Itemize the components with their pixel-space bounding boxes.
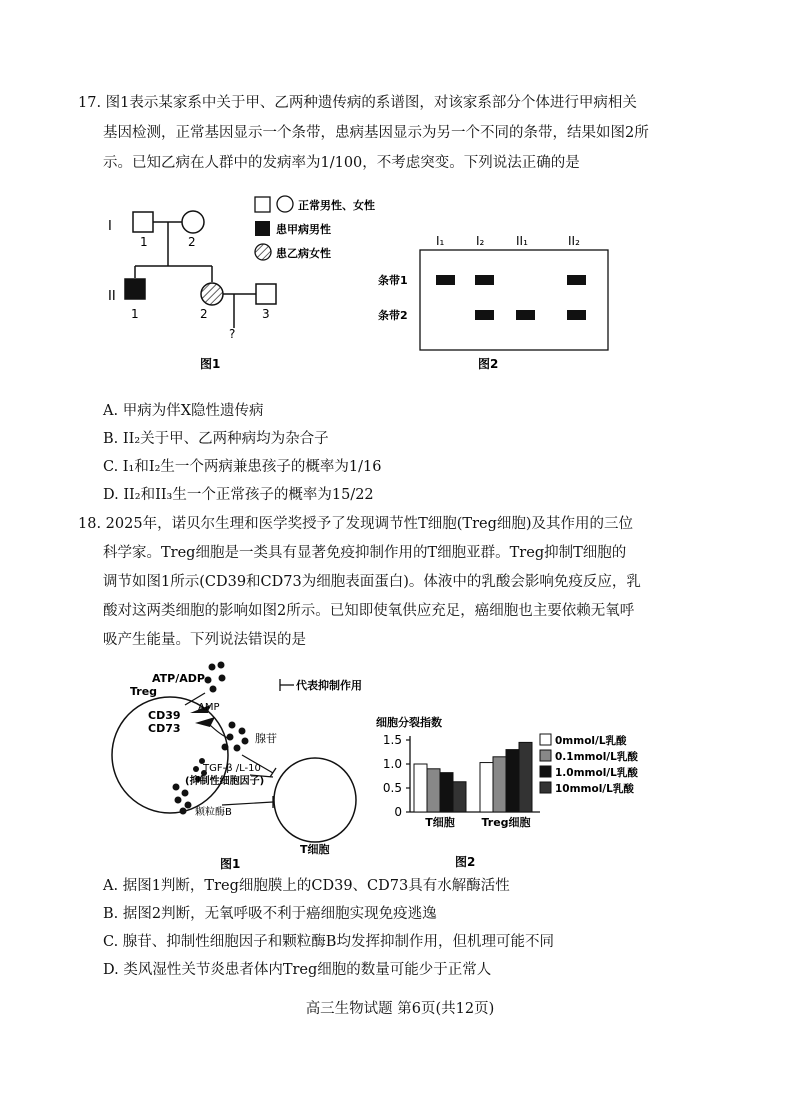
- bar: [493, 757, 506, 812]
- legend-filled-square-icon: [255, 221, 270, 236]
- inhibition-legend: 代表抑制作用: [296, 679, 362, 692]
- q18-option-a: A. 据图1判断，Treg细胞膜上的CD39、CD73具有水解酶活性: [103, 878, 510, 894]
- band-I2-2: [475, 310, 494, 320]
- legend-normal: 正常男性、女性: [298, 199, 375, 212]
- q18-line-4: 酸对这两类细胞的影响如图2所示。已知即使氧供应充足，癌细胞也主要依赖无氧呼: [103, 603, 635, 619]
- treg-label: Treg: [130, 685, 158, 698]
- bar: [453, 782, 466, 812]
- legend-swatch: [540, 766, 551, 777]
- band2-label: 条带2: [378, 309, 408, 322]
- q18-option-d: D. 类风湿性关节炎患者体内Treg细胞的数量可能少于正常人: [103, 962, 492, 978]
- band-I1-1: [436, 275, 455, 285]
- bar: [506, 750, 519, 812]
- fig2-caption: 图2: [478, 357, 499, 371]
- gen-II-label: II: [108, 289, 116, 304]
- legend-swatch: [540, 750, 551, 761]
- unknown-child: ?: [229, 327, 236, 341]
- treg-diagram: [90, 655, 380, 870]
- legend-swatch: [540, 734, 551, 745]
- gen-I-label: I: [108, 219, 112, 234]
- band-II2-2: [567, 310, 586, 320]
- bar: [519, 742, 532, 812]
- q18-line-3: 调节如图1所示(CD39和CD73为细胞表面蛋白)。体液中的乳酸会影响免疫反应，乳: [103, 574, 641, 590]
- adenosine-label: 腺苷: [255, 732, 277, 745]
- I2-number: 2: [188, 235, 196, 249]
- cd73-label: CD73: [148, 722, 181, 735]
- q17-option-d: D. II₂和II₃生一个正常孩子的概率为15/22: [103, 487, 374, 503]
- legend-yi: 患乙病女性: [276, 247, 331, 260]
- legend-label: 1.0mmol/L乳酸: [555, 767, 638, 779]
- q18-option-b: B. 据图2判断，无氧呼吸不利于癌细胞实现免疫逃逸: [103, 906, 437, 922]
- tgf-label: TGF-β /L-10: [203, 763, 261, 774]
- chart-ylabel: 细胞分裂指数: [376, 716, 442, 729]
- col-I2: I₂: [476, 234, 485, 248]
- band-II2-1: [567, 275, 586, 285]
- q18-fig2-caption: 图2: [455, 855, 476, 869]
- q18-line-1: 18. 2025年，诺贝尔生理和医学奖授予了发现调节性T细胞(Treg细胞)及其作用的三位: [78, 516, 634, 532]
- col-II1: II₁: [516, 234, 528, 248]
- y-tick-label: 0: [394, 805, 402, 819]
- legend-hatched-circle-icon: [255, 244, 271, 260]
- y-tick-label: 0.5: [382, 781, 402, 795]
- tcell-label: T细胞: [300, 843, 330, 856]
- col-I1: I₁: [436, 234, 445, 248]
- bar: [480, 763, 493, 812]
- individual-II1: [125, 279, 145, 299]
- legend-swatch: [540, 782, 551, 793]
- legend-label: 10mmol/L乳酸: [555, 783, 634, 795]
- lactate-bar-chart: [370, 712, 640, 872]
- cd73-protein: [195, 717, 215, 727]
- q18-line-5: 吸产生能量。下列说法错误的是: [103, 632, 306, 648]
- q17-line-3: 示。已知乙病在人群中的发病率为1/100，不考虑突变。下列说法正确的是: [103, 155, 580, 171]
- q17-option-a: A. 甲病为伴X隐性遗传病: [103, 403, 264, 419]
- pedigree-figure: [100, 188, 400, 378]
- band1-label: 条带1: [378, 274, 408, 287]
- II1-number: 1: [131, 307, 139, 321]
- individual-I1: [133, 212, 153, 232]
- amp-label: AMP: [198, 702, 220, 713]
- bar: [414, 764, 427, 812]
- cd39-label: CD39: [148, 709, 181, 722]
- legend-circle-icon: [277, 196, 293, 212]
- atp-label: ATP/ADP: [152, 672, 205, 685]
- gel-figure: [370, 222, 620, 378]
- tgf-note: (抑制性细胞因子): [185, 776, 265, 787]
- bar: [427, 769, 440, 812]
- q17-line-2: 基因检测，正常基因显示一个条带，患病基因显示为另一个不同的条带，结果如图2所: [103, 125, 649, 141]
- I1-number: 1: [140, 235, 148, 249]
- q17-option-b: B. II₂关于甲、乙两种病均为杂合子: [103, 431, 329, 447]
- t-cell: [274, 758, 356, 842]
- q17-line-1: 17. 图1表示某家系中关于甲、乙两种遗传病的系谱图，对该家系部分个体进行甲病相关: [78, 95, 637, 111]
- page-footer: 高三生物试题 第6页(共12页): [305, 1001, 495, 1017]
- atp-dots: [205, 662, 226, 693]
- legend-label: 0.1mmol/L乳酸: [555, 751, 638, 763]
- individual-II3: [256, 284, 276, 304]
- granzyme-label: 颗粒酶B: [195, 807, 232, 818]
- gel-frame: [420, 250, 608, 350]
- legend-jia: 患甲病男性: [276, 223, 331, 236]
- legend-label: 0mmol/L乳酸: [555, 735, 627, 747]
- individual-I2: [182, 211, 204, 233]
- bar: [440, 773, 453, 812]
- q17-option-c: C. I₁和I₂生一个两病兼患孩子的概率为1/16: [103, 459, 382, 475]
- q18-line-2: 科学家。Treg细胞是一类具有显著免疫抑制作用的T细胞亚群。Treg抑制T细胞的: [103, 545, 627, 561]
- y-tick-label: 1.5: [382, 733, 402, 747]
- x-category-label: Treg细胞: [481, 816, 531, 829]
- col-II2: II₂: [568, 234, 580, 248]
- band-I2-1: [475, 275, 494, 285]
- band-II1-2: [516, 310, 535, 320]
- legend-square-icon: [255, 197, 270, 212]
- individual-II2: [201, 283, 223, 305]
- q18-fig1-caption: 图1: [220, 857, 241, 870]
- q18-option-c: C. 腺苷、抑制性细胞因子和颗粒酶B均发挥抑制作用，但机理可能不同: [103, 934, 554, 950]
- II3-number: 3: [262, 307, 270, 321]
- y-tick-label: 1.0: [382, 757, 402, 771]
- II2-number: 2: [200, 307, 208, 321]
- x-category-label: T细胞: [425, 816, 455, 829]
- fig1-caption: 图1: [200, 357, 221, 371]
